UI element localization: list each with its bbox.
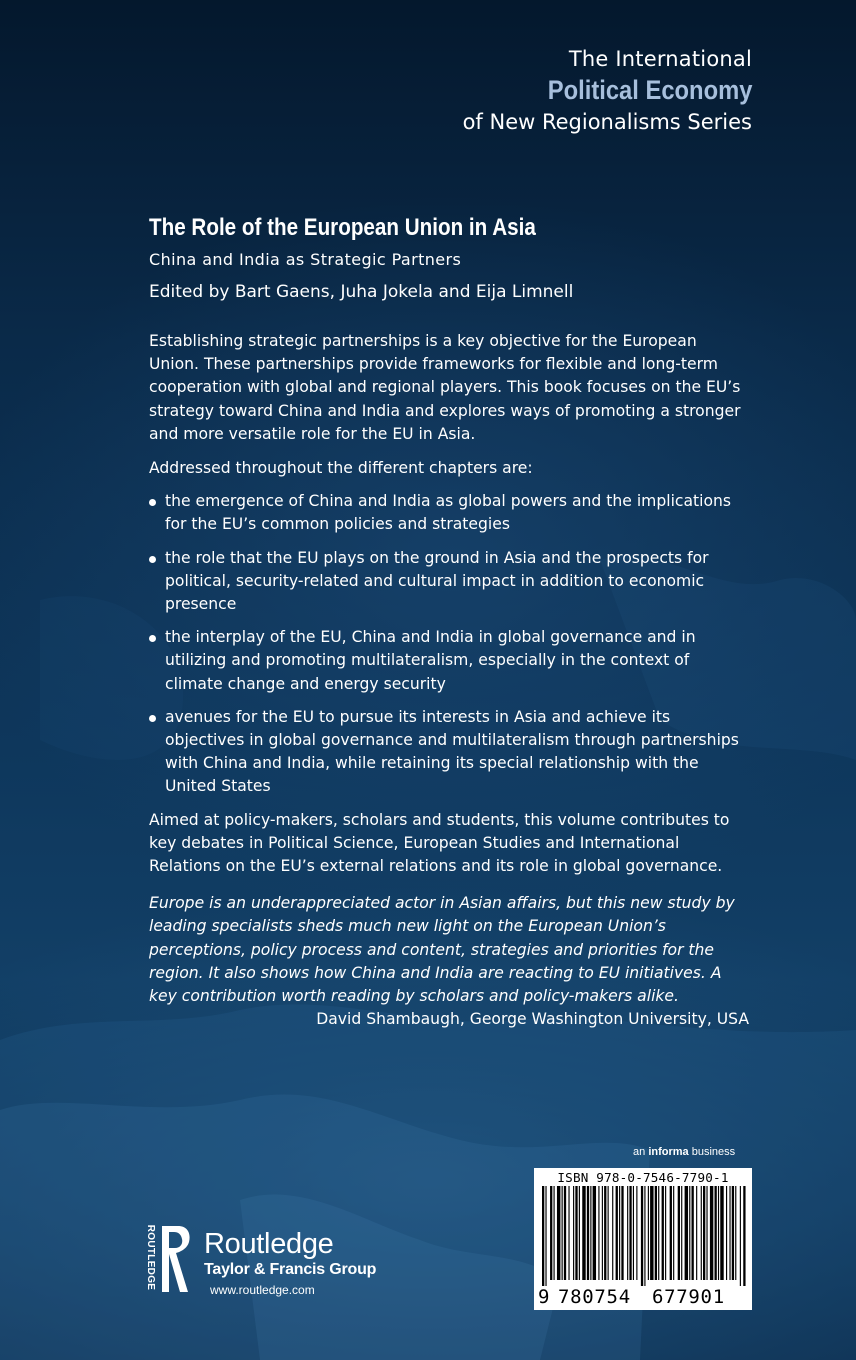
barcode-bar xyxy=(627,1186,628,1280)
barcode-bar xyxy=(542,1186,544,1286)
routledge-r-icon xyxy=(158,1224,192,1294)
barcode-bar xyxy=(621,1186,623,1280)
barcode-bar xyxy=(718,1186,719,1280)
informa-prefix: an xyxy=(633,1146,646,1158)
barcode-bar xyxy=(644,1186,645,1286)
barcode-bar xyxy=(598,1186,599,1280)
barcode-bar xyxy=(590,1186,591,1280)
bullet-text: the role that the EU plays on the ground in Asia and the prospects for political, security-related and cultural impact in addition to economic presence xyxy=(165,548,709,614)
barcode-bar xyxy=(740,1186,741,1286)
bullet-icon xyxy=(149,715,156,722)
barcode-bar xyxy=(564,1186,566,1280)
series-title xyxy=(463,45,752,137)
barcode-bar xyxy=(616,1186,618,1280)
list-item xyxy=(149,547,749,617)
barcode-box xyxy=(534,1168,752,1310)
book-subtitle: China and India as Strategic Partners xyxy=(149,250,462,269)
barcode-bar xyxy=(650,1186,653,1280)
series-line-2: Political Economy xyxy=(547,75,752,105)
barcode-bar xyxy=(641,1186,643,1286)
barcode-bar xyxy=(587,1186,589,1280)
informa-suffix: business xyxy=(691,1146,736,1158)
barcode-bar xyxy=(582,1186,585,1280)
blurb-intro: Establishing strategic partnerships is a key objective for the European Union. These partnerships provide frameworks for flexible and long-term cooperation with global and regional players. This book focuses on the EU’s strategy toward China and India and explores ways of promoting a stronger and more versatile role for the EU in Asia. xyxy=(149,332,741,443)
publisher-name: Routledge xyxy=(204,1228,334,1260)
barcode-bar xyxy=(636,1186,637,1280)
barcode-bar xyxy=(701,1186,702,1280)
barcode-bar xyxy=(673,1186,674,1280)
barcode-bar xyxy=(670,1186,672,1280)
barcode-bar xyxy=(608,1186,609,1280)
barcode-bar xyxy=(550,1186,552,1280)
barcode-bar xyxy=(612,1186,613,1280)
isbn-text: ISBN 978-0-7546-7790-1 xyxy=(557,1170,729,1185)
list-item xyxy=(149,706,749,799)
series-line-1: The International xyxy=(568,47,752,71)
bullet-icon xyxy=(149,556,156,563)
informa-tagline xyxy=(633,1146,735,1158)
barcode-bar xyxy=(593,1186,596,1280)
barcode-bar xyxy=(648,1186,649,1280)
barcode-bar xyxy=(562,1186,563,1280)
barcode-bar xyxy=(629,1186,631,1280)
barcode-bar xyxy=(692,1186,694,1280)
barcode-bar xyxy=(732,1186,734,1280)
list-item xyxy=(149,490,749,536)
informa-brand: informa xyxy=(648,1146,689,1158)
barcode-bar xyxy=(573,1186,574,1280)
barcode-bar xyxy=(633,1186,634,1280)
barcode-bar xyxy=(665,1186,666,1280)
barcode-bar xyxy=(706,1186,707,1280)
bullet-text: the interplay of the EU, China and India in global governance and in utilizing and promoting multilateralism, especially in the context of climate change and energy security xyxy=(165,628,696,693)
blurb-addressed: Addressed throughout the different chapters are: xyxy=(149,459,533,478)
barcode-digit-prefix: 9 xyxy=(538,1286,550,1308)
bullet-text: the emergence of China and India as global powers and the implications for the EU’s common policies and strategies xyxy=(165,492,732,534)
barcode-bar xyxy=(685,1186,688,1280)
publisher-group: Taylor & Francis Group xyxy=(204,1261,377,1278)
barcode-bar xyxy=(557,1186,560,1280)
barcode-bar xyxy=(655,1186,657,1280)
endorsement-quote: Europe is an underappreciated actor in Asian affairs, but this new study by leading specialists sheds much new light on the European Union’s perceptions, policy process and content, strategies and priorities for the region. It also shows how China and India are reacting to EU initiatives. A key contribution worth reading by scholars and policy-makers alike. xyxy=(149,894,735,1006)
barcode-bar xyxy=(726,1186,727,1280)
barcode-bar xyxy=(568,1186,569,1280)
barcode-bar xyxy=(735,1186,736,1280)
bullet-list xyxy=(149,490,749,798)
barcode-bar xyxy=(545,1186,546,1286)
barcode-bar xyxy=(720,1186,723,1280)
barcode-bar xyxy=(703,1186,705,1280)
barcode-bar xyxy=(689,1186,690,1280)
publisher-vertical-label xyxy=(140,1224,157,1291)
barcode-bar xyxy=(579,1186,580,1280)
book-editors: Edited by Bart Gaens, Juha Jokela and Eija Limnell xyxy=(149,282,574,302)
barcode-bar xyxy=(602,1186,603,1280)
barcode-digits-left: 780754 xyxy=(558,1286,631,1308)
barcode-bar xyxy=(678,1186,680,1280)
publisher-url: www.routledge.com xyxy=(210,1283,315,1297)
barcode-bar xyxy=(575,1186,577,1280)
blurb xyxy=(149,330,749,1031)
barcode-bar xyxy=(696,1186,697,1280)
bullet-icon xyxy=(149,499,156,506)
barcode-bar xyxy=(743,1186,745,1286)
barcode-bar xyxy=(554,1186,555,1280)
blurb-audience: Aimed at policy-makers, scholars and students, this volume contributes to key debates in Political Science, European Studies and International Relations on the EU’s external relations and its role in global governance. xyxy=(149,810,730,876)
barcode-bar xyxy=(662,1186,664,1280)
bullet-icon xyxy=(149,635,156,642)
vertical-label-text: ROUTLEDGE xyxy=(145,1224,157,1291)
barcode-bar xyxy=(681,1186,682,1280)
publisher-text xyxy=(204,1228,376,1300)
bullet-text: avenues for the EU to pursue its interests in Asia and achieve its objectives in global governance and multilateralism through partnerships with China and India, while retaining its special relationship with the United States xyxy=(165,707,739,796)
barcode-bar xyxy=(658,1186,659,1280)
barcode-bars xyxy=(540,1186,746,1286)
barcode-bar xyxy=(715,1186,717,1280)
barcode-bar xyxy=(729,1186,730,1280)
endorsement-attribution: David Shambaugh, George Washington University, USA xyxy=(316,1010,749,1029)
barcode-bar xyxy=(710,1186,713,1280)
barcode-bar xyxy=(619,1186,620,1280)
book-title: The Role of the European Union in Asia xyxy=(149,214,536,241)
barcode-digits-right: 677901 xyxy=(652,1286,725,1308)
barcode-bar xyxy=(604,1186,606,1280)
series-line-3: of New Regionalisms Series xyxy=(462,110,752,134)
list-item xyxy=(149,626,749,696)
